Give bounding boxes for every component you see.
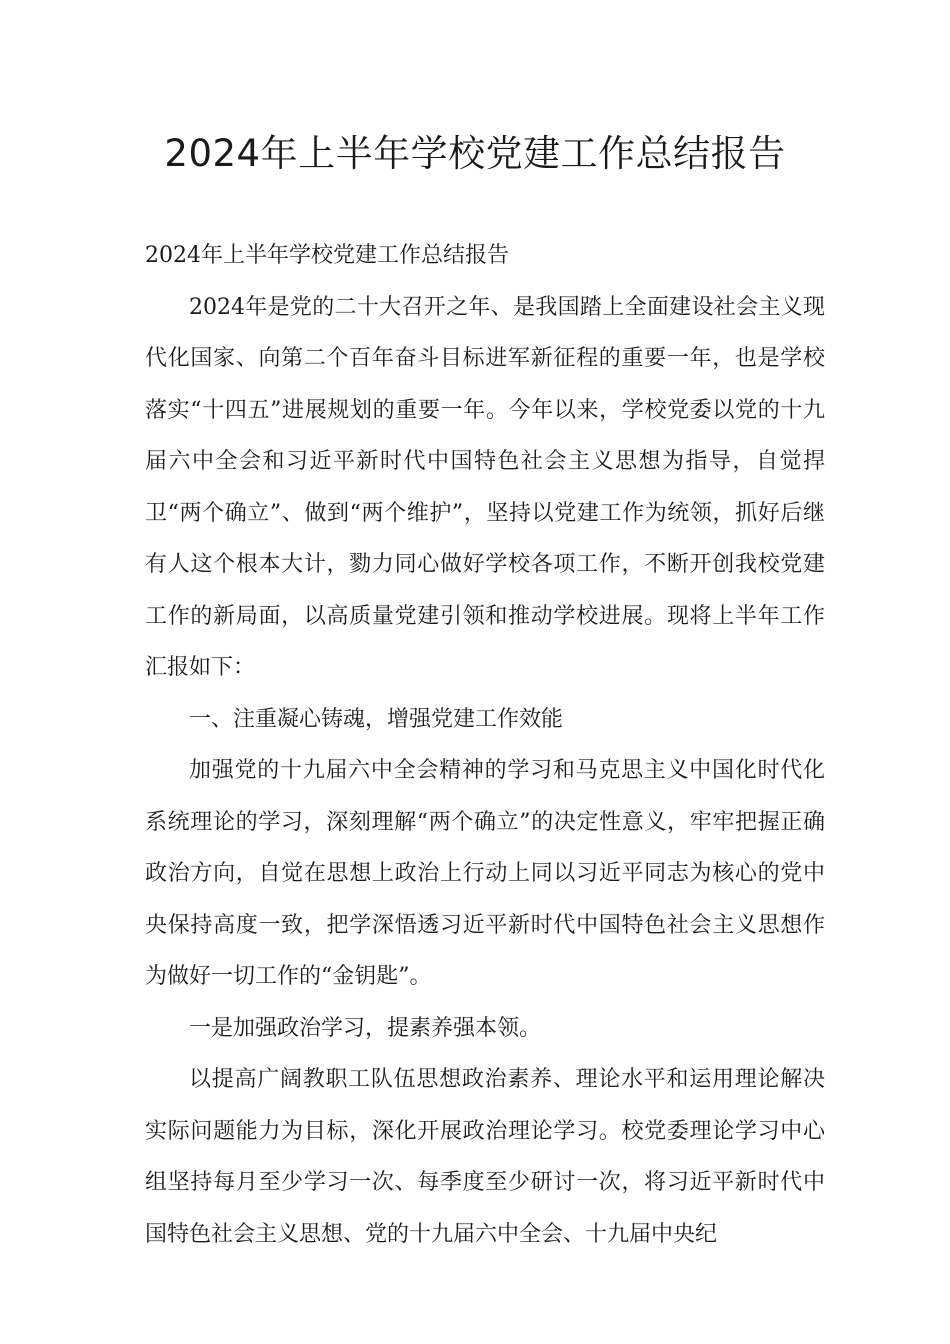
paragraph-section-1: 加强党的十九届六中全会精神的学习和马克思主义中国化时代化系统理论的学习，深刻理解“两个确立”的决定性意义，牢牢把握正确政治方向，自觉在思想上政治上行动上同以习近平同志为核心的党中央保持高度一致，把学深悟透习近平新时代中国特色社会主义思想作为做好一切工作的“金钥匙”。 <box>145 758 825 989</box>
subsection-heading: 一是加强政治学习，提素养强本领。 <box>189 1015 542 1041</box>
section-heading: 一、注重凝心铸魂，增强党建工作效能 <box>189 706 564 732</box>
document-title: 2024年上半年学校党建工作总结报告 <box>164 132 786 175</box>
document-subtitle: 2024年上半年学校党建工作总结报告 <box>145 243 509 268</box>
document-body <box>145 230 825 1260</box>
paragraph-intro: 2024年是党的二十大召开之年、是我国踏上全面建设社会主义现代化国家、向第二个百年奋斗目标进军新征程的重要一年，也是学校落实“十四五”进展规划的重要一年。今年以来，学校党委以党的十九届六中全会和习近平新时代中国特色社会主义思想为指导，自觉捍卫“两个确立”、做到“两个维护”，坚持以党建工作为统领，抓好后继有人这个根本大计，勠力同心做好学校各项工作，不断开创我校党建工作的新局面，以高质量党建引领和推动学校进展。现将上半年工作汇报如下： <box>145 294 825 680</box>
paragraph-subsection-1: 以提高广阔教职工队伍思想政治素养、理论水平和运用理论解决实际问题能力为目标，深化开展政治理论学习。校党委理论学习中心组坚持每月至少学习一次、每季度至少研讨一次，将习近平新时代中国特色社会主义思想、党的十九届六中全会、十九届中央纪 <box>145 1067 825 1247</box>
